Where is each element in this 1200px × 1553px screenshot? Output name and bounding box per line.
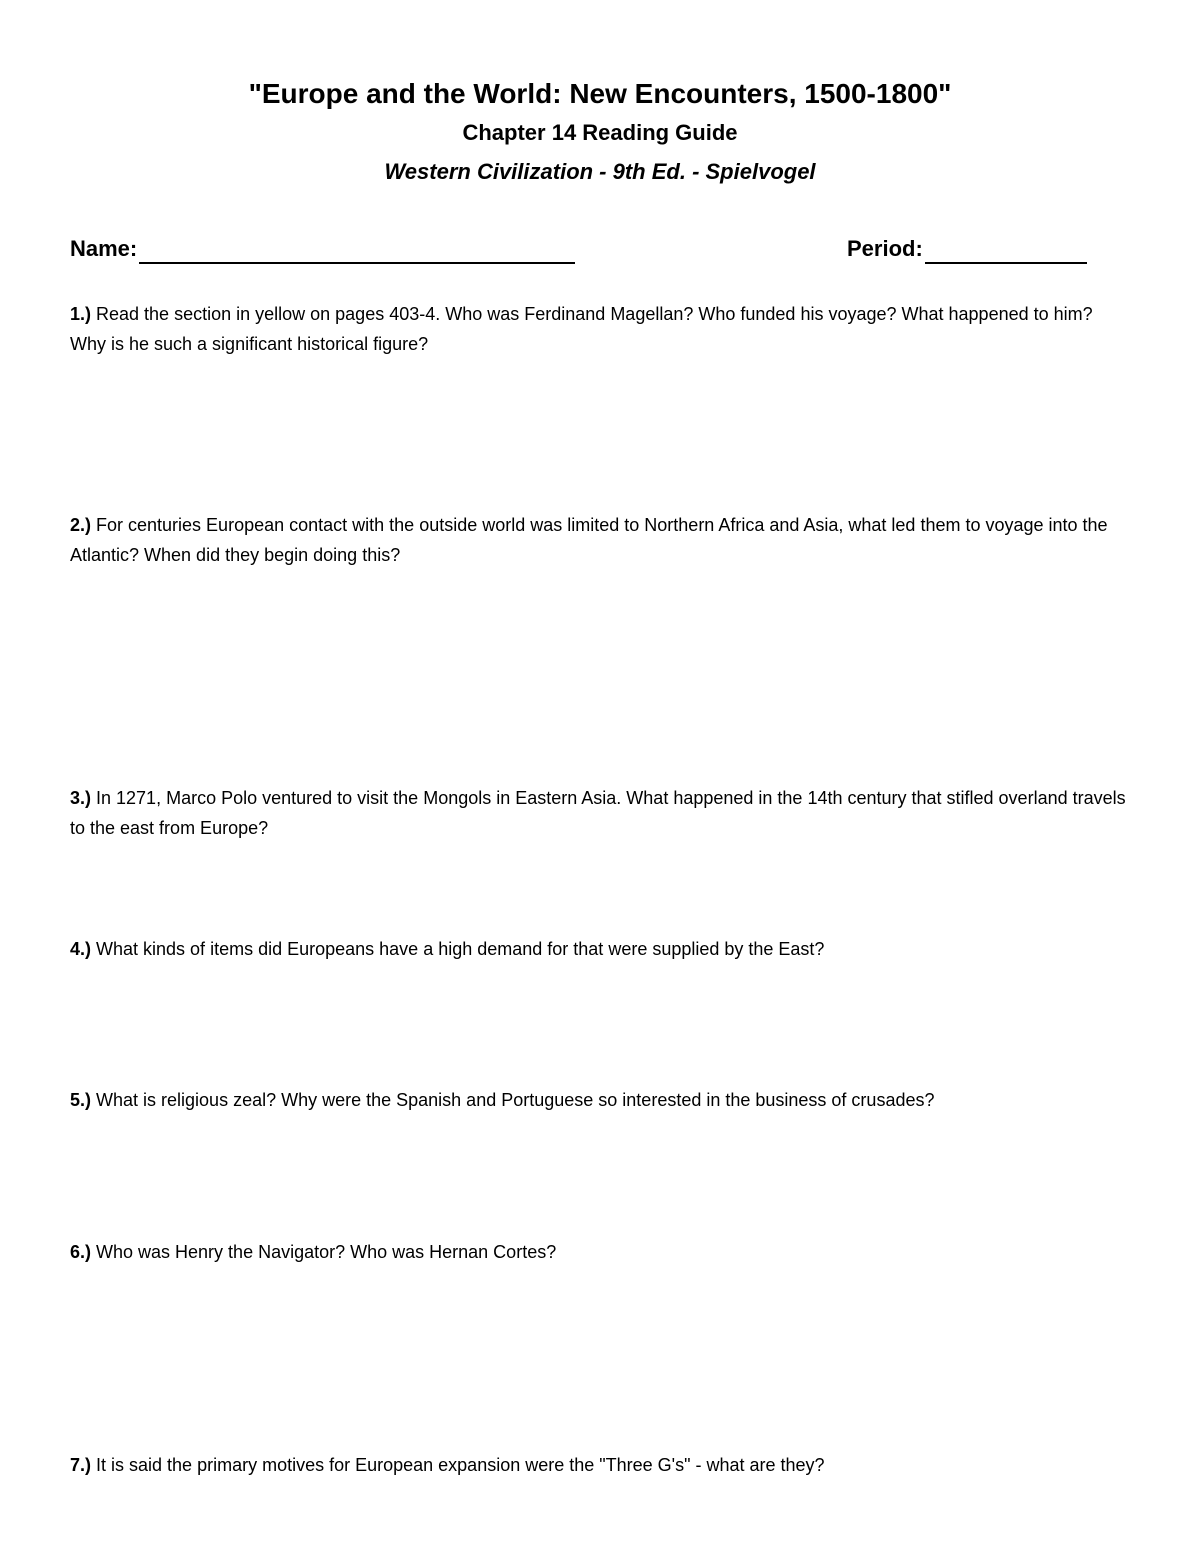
question-text: Who was Henry the Navigator? Who was Hernan Cortes? — [91, 1242, 557, 1262]
question-number: 4.) — [70, 939, 92, 959]
name-label: Name: — [70, 236, 138, 261]
period-blank-line[interactable] — [925, 238, 1087, 264]
name-field — [70, 234, 575, 264]
document-title: "Europe and the World: New Encounters, 1500-1800" — [248, 78, 952, 109]
period-label: Period: — [847, 236, 923, 261]
chapter-subtitle: Chapter 14 Reading Guide — [462, 120, 738, 145]
question-number: 2.) — [70, 515, 92, 535]
question-number: 7.) — [70, 1455, 92, 1475]
question-2 — [70, 510, 1132, 570]
question-text: For centuries European contact with the outside world was limited to Northern Africa and Asia, what led them to voyage into the Atlantic? When did they begin doing this? — [70, 515, 1108, 565]
question-number: 3.) — [70, 788, 92, 808]
question-3 — [70, 783, 1132, 843]
question-number: 1.) — [70, 304, 92, 324]
question-number: 6.) — [70, 1242, 92, 1262]
question-1 — [70, 299, 1132, 359]
question-text: What kinds of items did Europeans have a high demand for that were supplied by the East? — [91, 939, 825, 959]
question-text: What is religious zeal? Why were the Spanish and Portuguese so interested in the business of crusades? — [91, 1090, 935, 1110]
period-field — [847, 234, 1087, 264]
textbook-source: Western Civilization - 9th Ed. - Spielvogel — [384, 159, 816, 184]
question-text: It is said the primary motives for European expansion were the "Three G's" - what are they? — [91, 1455, 825, 1475]
question-7 — [70, 1450, 1132, 1480]
name-blank-line[interactable] — [139, 238, 575, 264]
question-4 — [70, 934, 1132, 964]
question-6 — [70, 1237, 1132, 1267]
question-number: 5.) — [70, 1090, 92, 1110]
question-text: Read the section in yellow on pages 403-4. Who was Ferdinand Magellan? Who funded his voyage? What happened to him? Why is he such a significant historical figure? — [70, 304, 1093, 354]
question-text: In 1271, Marco Polo ventured to visit the Mongols in Eastern Asia. What happened in the 14th century that stifled overland travels to the east from Europe? — [70, 788, 1126, 838]
question-5 — [70, 1085, 1132, 1115]
